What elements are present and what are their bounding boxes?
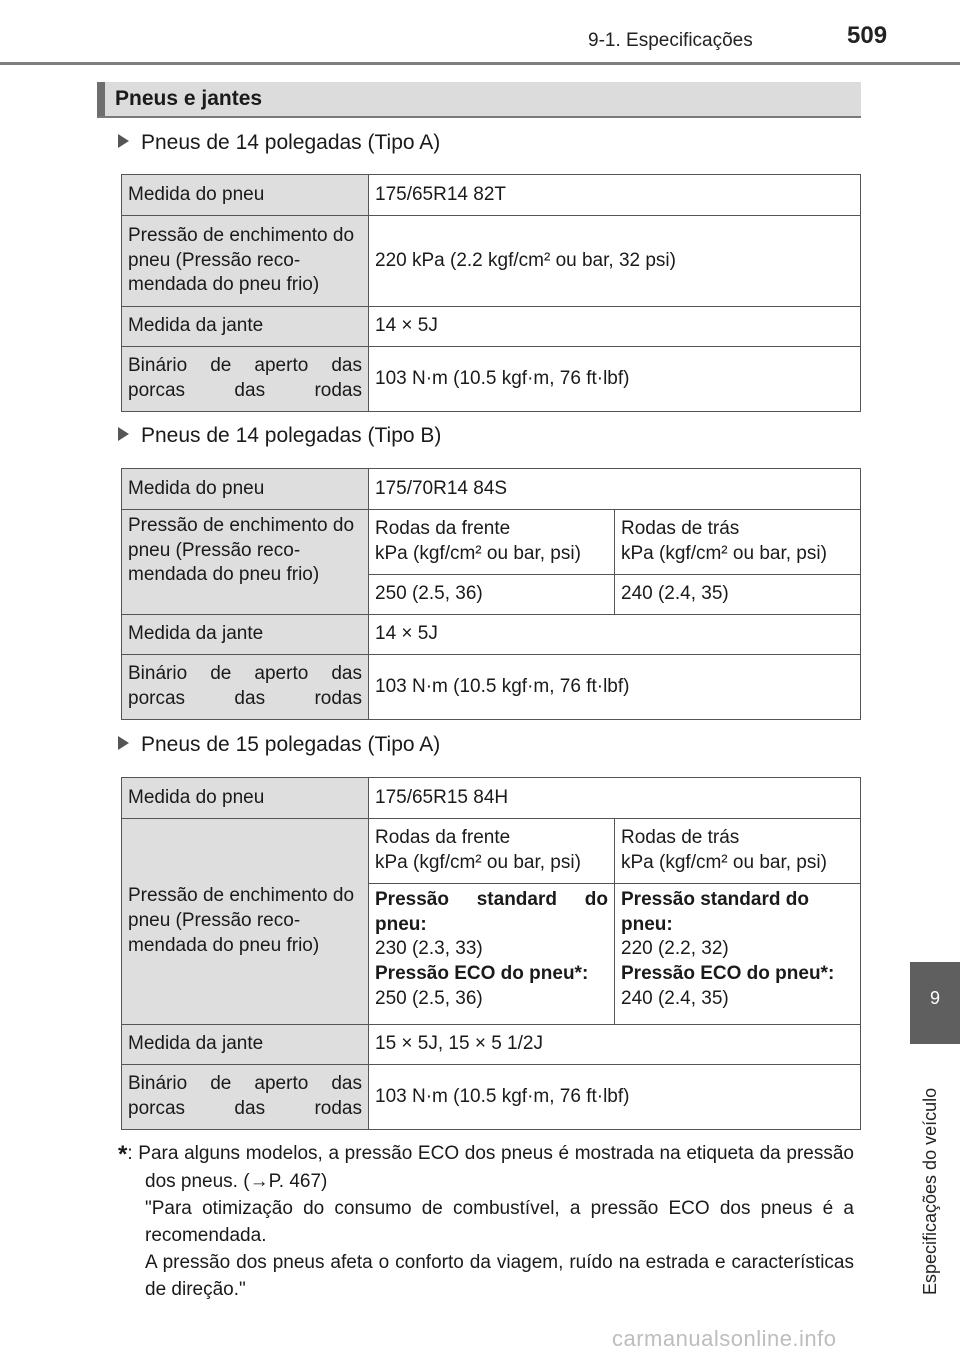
torque-value: 103 N·m (10.5 kgf·m, 76 ft·lbf) <box>369 347 861 412</box>
spec-table-14-type-b <box>121 468 861 720</box>
table-row <box>122 216 861 307</box>
eco-pressure-label: Pressão ECO do pneu*: <box>375 963 589 985</box>
footnote-line-2: "Para otimização do consumo de combustível, a pressão ECO dos pneus é a recomendada. <box>145 1198 854 1246</box>
rear-eco-value: 240 (2.4, 35) <box>621 987 729 1009</box>
page-number: 509 <box>847 22 888 49</box>
torque-value: 103 N·m (10.5 kgf·m, 76 ft·lbf) <box>369 655 861 720</box>
rear-wheels-title: Rodas de trás <box>621 518 740 540</box>
row-label: Binário de aperto das porcas das rodas <box>122 347 369 412</box>
rear-standard-value: 220 (2.2, 32) <box>621 938 729 960</box>
front-wheels-title: Rodas da frente <box>375 827 511 849</box>
front-wheels-unit: kPa (kgf/cm² ou bar, psi) <box>375 852 581 873</box>
rear-pressure-value: 240 (2.4, 35) <box>615 575 861 615</box>
row-label: Binário de aperto das porcas das rodas <box>122 655 369 720</box>
rim-value: 15 × 5J, 15 × 5 1/2J <box>369 1025 861 1065</box>
table-row <box>122 347 861 412</box>
front-wheels-unit: kPa (kgf/cm² ou bar, psi) <box>375 543 581 564</box>
row-label: Pressão de enchimento do pneu (Pressão reco-mendada do pneu frio) <box>122 819 369 1025</box>
tire-size-value: 175/70R14 84S <box>369 469 861 510</box>
eco-pressure-label: Pressão ECO do pneu*: <box>621 963 835 985</box>
rear-pressure-cell <box>615 884 861 1025</box>
front-wheels-header <box>369 819 615 884</box>
torque-value: 103 N·m (10.5 kgf·m, 76 ft·lbf) <box>369 1065 861 1130</box>
rear-wheels-title: Rodas de trás <box>621 827 740 849</box>
chapter-tab <box>910 962 960 1044</box>
rim-value: 14 × 5J <box>369 307 861 347</box>
rear-wheels-header <box>615 510 861 575</box>
table-2-heading-text: Pneus de 14 polegadas (Tipo B) <box>141 424 442 447</box>
row-label: Medida do pneu <box>122 778 369 819</box>
spec-table-15-type-a <box>121 777 861 1130</box>
table-row <box>122 1065 861 1130</box>
footnote-line-1 <box>118 1140 854 1195</box>
row-label: Medida do pneu <box>122 469 369 510</box>
row-label: Medida do pneu <box>122 175 369 216</box>
header-divider <box>0 62 960 65</box>
triangle-bullet-icon <box>118 427 129 441</box>
watermark: carmanualsonline.info <box>612 1326 837 1351</box>
tire-size-value: 175/65R14 82T <box>369 175 861 216</box>
header-section-title: 9-1. Especificações <box>588 30 753 51</box>
table-row <box>122 307 861 347</box>
row-label: Pressão de enchimento do pneu (Pressão reco-mendada do pneu frio) <box>122 216 369 307</box>
rear-wheels-unit: kPa (kgf/cm² ou bar, psi) <box>621 852 827 873</box>
triangle-bullet-icon <box>118 134 129 148</box>
rear-wheels-header <box>615 819 861 884</box>
footnote-text-1: : Para alguns modelos, a pressão ECO dos pneus é mostrada na etiqueta da pressão dos pneus. (→P. 467) <box>127 1143 854 1192</box>
table-row <box>122 615 861 655</box>
row-label: Medida da jante <box>122 615 369 655</box>
footnote-line-3: A pressão dos pneus afeta o conforto da viagem, ruído na estrada e características de direção." <box>145 1252 854 1300</box>
chapter-number: 9 <box>929 988 940 1008</box>
triangle-bullet-icon <box>118 736 129 750</box>
front-standard-value: 230 (2.3, 33) <box>375 938 483 960</box>
table-row <box>122 469 861 510</box>
table-3-heading-text: Pneus de 15 polegadas (Tipo A) <box>141 733 441 756</box>
table-3-heading <box>118 733 440 757</box>
table-1-heading-text: Pneus de 14 polegadas (Tipo A) <box>141 131 441 154</box>
standard-pressure-label: Pressão standard do pneu: <box>621 889 809 935</box>
front-wheels-header <box>369 510 615 575</box>
footnote <box>118 1140 854 1303</box>
row-label: Binário de aperto das porcas das rodas <box>122 1065 369 1130</box>
table-row <box>122 175 861 216</box>
chapter-label: Especificações do veículo <box>920 1087 940 1295</box>
front-wheels-title: Rodas da frente <box>375 518 511 540</box>
row-label: Medida da jante <box>122 307 369 347</box>
spec-table-14-type-a <box>121 174 861 412</box>
footnote-marker: * <box>118 1141 128 1168</box>
table-1-heading <box>118 131 440 155</box>
front-eco-value: 250 (2.5, 36) <box>375 987 483 1009</box>
rear-wheels-unit: kPa (kgf/cm² ou bar, psi) <box>621 543 827 564</box>
rim-value: 14 × 5J <box>369 615 861 655</box>
standard-pressure-label: Pressão standard do pneu: <box>375 889 608 935</box>
table-row <box>122 510 861 575</box>
row-label: Pressão de enchimento do pneu (Pressão reco-mendada do pneu frio) <box>122 510 369 615</box>
table-row <box>122 819 861 884</box>
table-row <box>122 655 861 720</box>
table-row <box>122 778 861 819</box>
table-2-heading <box>118 424 441 448</box>
pressure-value: 220 kPa (2.2 kgf/cm² ou bar, 32 psi) <box>369 216 861 307</box>
front-pressure-cell <box>369 884 615 1025</box>
section-title: Pneus e jantes <box>115 87 263 110</box>
table-row <box>122 1025 861 1065</box>
tire-size-value: 175/65R15 84H <box>369 778 861 819</box>
section-title-bar <box>97 82 861 118</box>
row-label: Medida da jante <box>122 1025 369 1065</box>
front-pressure-value: 250 (2.5, 36) <box>369 575 615 615</box>
